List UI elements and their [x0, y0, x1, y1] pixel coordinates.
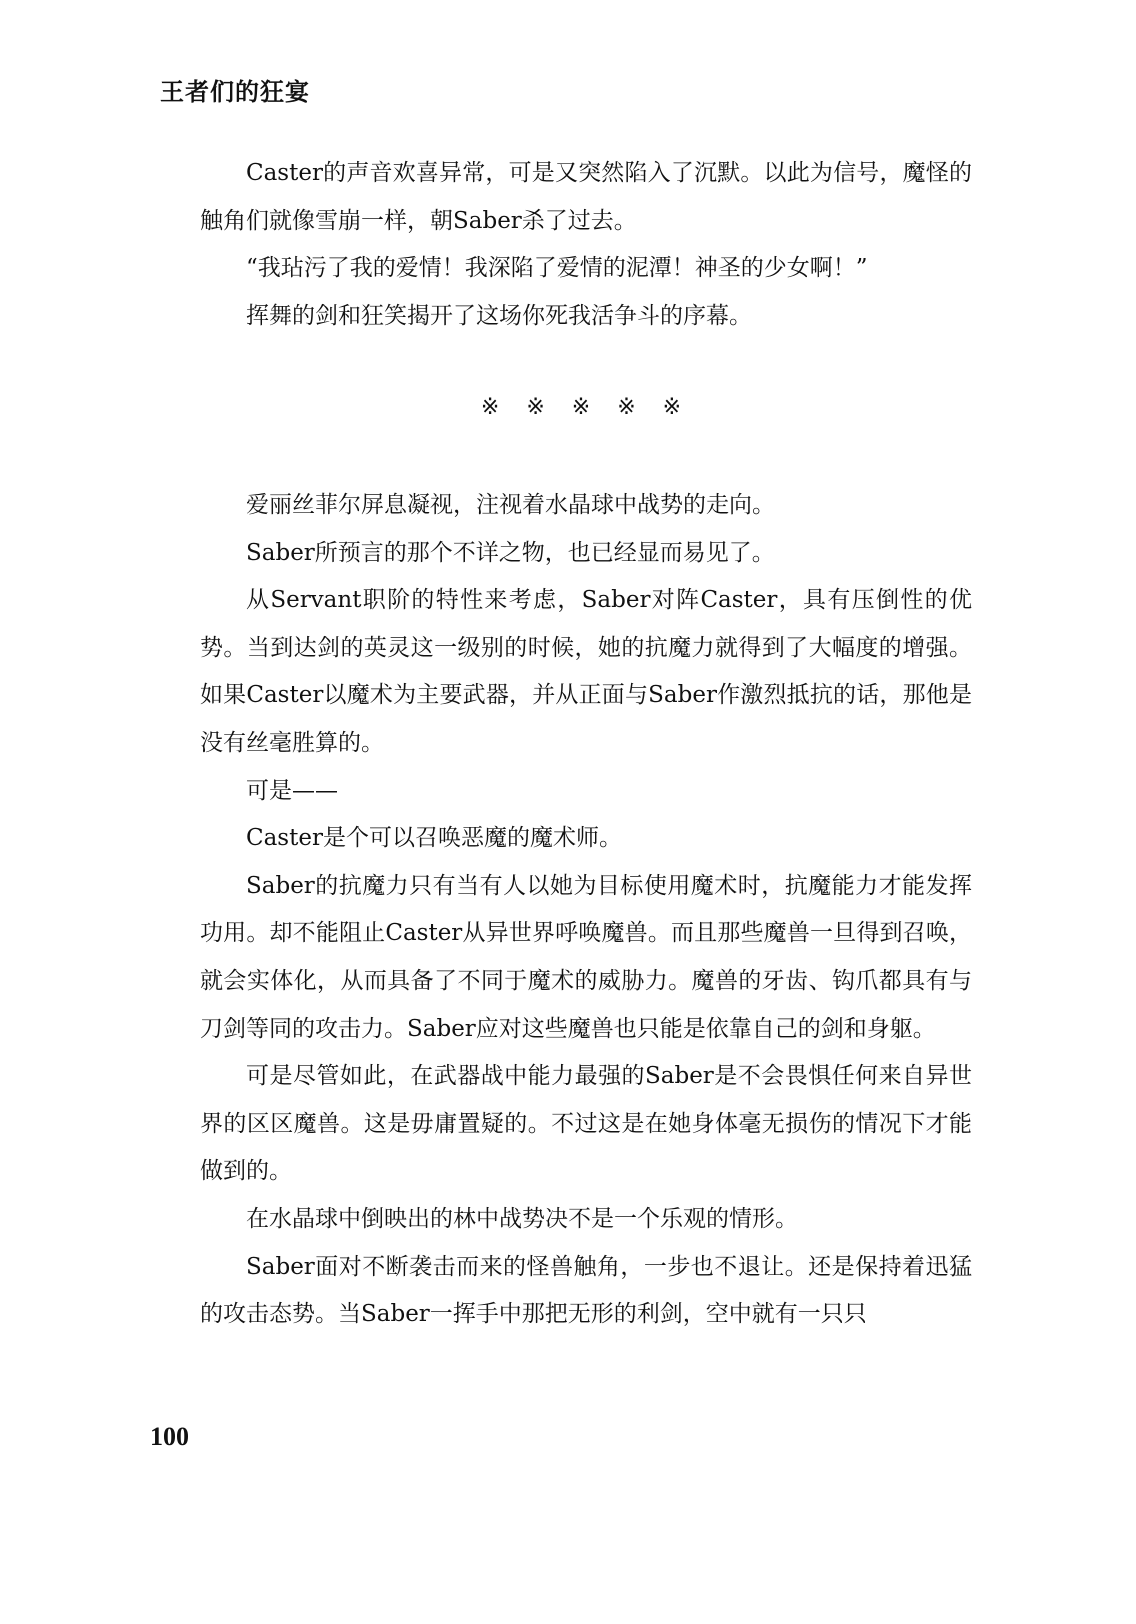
- paragraph: Saber的抗魔力只有当有人以她为目标使用魔术时，抗魔能力才能发挥功用。却不能阻止Caster从异世界呼唤魔兽。而且那些魔兽一旦得到召唤，就会实体化，从而具备了不同于魔术的威胁力。魔兽的牙齿、钩爪都具有与刀剑等同的攻击力。Saber应对这些魔兽也只能是依靠自己的剑和身躯。: [200, 872, 972, 1042]
- paragraph: 可是尽管如此，在武器战中能力最强的Saber是不会畏惧任何来自异世界的区区魔兽。这是毋庸置疑的。不过这是在她身体毫无损伤的情况下才能做到的。: [200, 1063, 972, 1185]
- paragraph: 从Servant职阶的特性来考虑，Saber对阵Caster，具有压倒性的优势。当到达剑的英灵这一级别的时候，她的抗魔力就得到了大幅度的增强。如果Caster以魔术为主要武器，并从正面与Saber作激烈抵抗的话，那他是没有丝毫胜算的。: [200, 587, 972, 756]
- paragraph: Saber面对不断袭击而来的怪兽触角，一步也不退让。还是保持着迅猛的攻击态势。当Saber一挥手中那把无形的利剑，空中就有一只只: [200, 1253, 972, 1328]
- paragraph: 可是——: [246, 777, 338, 804]
- paragraph: Caster是个可以召唤恶魔的魔术师。: [246, 825, 622, 852]
- paragraph: “我玷污了我的爱情！我深陷了爱情的泥潭！神圣的少女啊！”: [246, 255, 868, 282]
- paragraph: 在水晶球中倒映出的林中战势决不是一个乐观的情形。: [246, 1205, 798, 1232]
- paragraph: 挥舞的剑和狂笑揭开了这场你死我活争斗的序幕。: [246, 302, 752, 329]
- paragraph: 爱丽丝菲尔屏息凝视，注视着水晶球中战势的走向。: [246, 492, 775, 518]
- text-block-1: [200, 150, 972, 340]
- paragraph: Caster的声音欢喜异常，可是又突然陷入了沉默。以此为信号，魔怪的触角们就像雪崩一样，朝Saber杀了过去。: [200, 160, 972, 234]
- section-separator: ※ ※ ※ ※ ※: [480, 395, 692, 420]
- text-block-2: [200, 482, 972, 1339]
- page-number: 100: [150, 1422, 189, 1451]
- paragraph: Saber所预言的那个不详之物，也已经显而易见了。: [246, 539, 775, 566]
- running-head: 王者们的狂宴: [160, 78, 310, 106]
